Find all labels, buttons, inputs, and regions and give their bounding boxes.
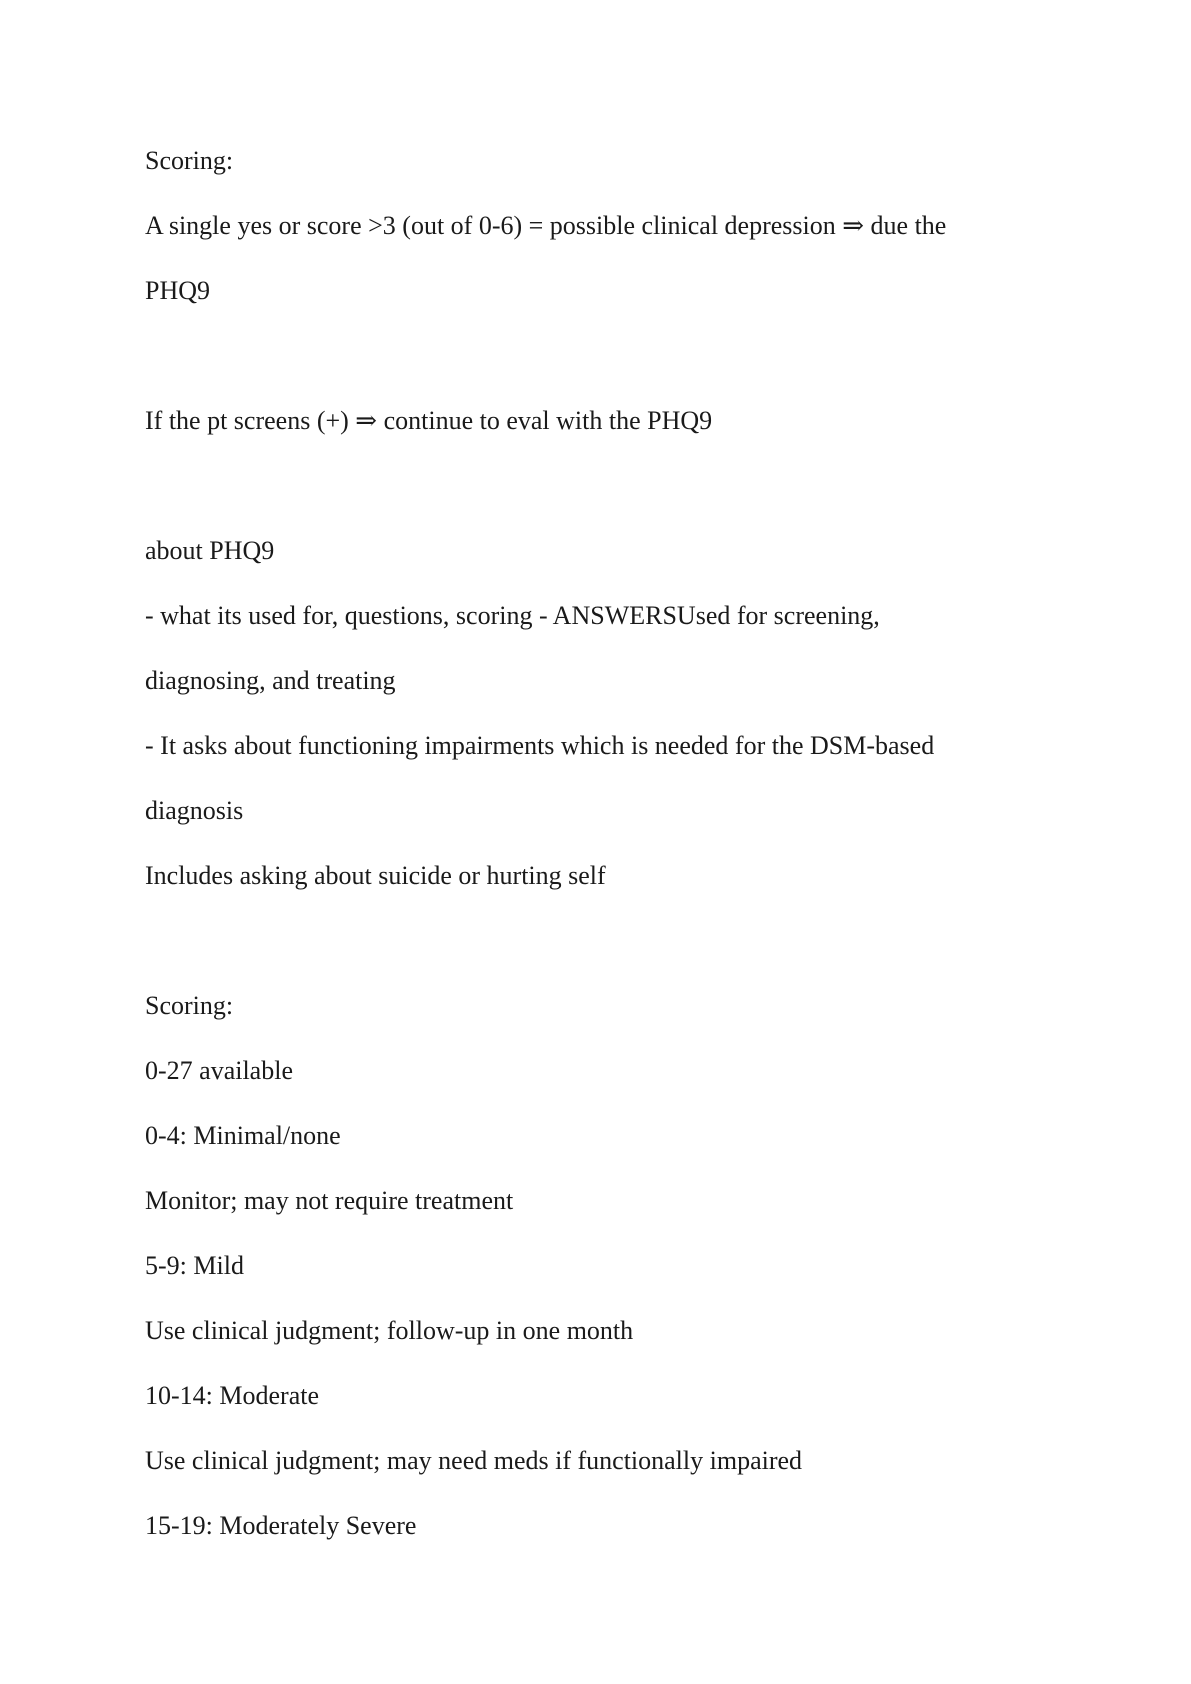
score-guidance-line: Monitor; may not require treatment — [145, 1186, 514, 1215]
paragraph-line: diagnosing, and treating — [145, 666, 396, 695]
section-heading-scoring: Scoring: — [145, 991, 234, 1020]
section-heading-scoring: Scoring: — [145, 146, 234, 175]
score-guidance-line: Use clinical judgment; follow-up in one month — [145, 1316, 634, 1345]
paragraph-line: PHQ9 — [145, 276, 211, 305]
score-range-line: 15-19: Moderately Severe — [145, 1511, 417, 1540]
score-range-line: 5-9: Mild — [145, 1251, 244, 1280]
paragraph-line: - It asks about functioning impairments which is needed for the DSM-based — [145, 731, 935, 760]
score-range-line: 0-4: Minimal/none — [145, 1121, 341, 1150]
paragraph-line: Includes asking about suicide or hurting self — [145, 861, 606, 890]
paragraph-line: If the pt screens (+) ⇒ continue to eval with the PHQ9 — [145, 406, 713, 435]
score-range-line: 10-14: Moderate — [145, 1381, 320, 1410]
paragraph-line: - what its used for, questions, scoring - ANSWERSUsed for screening, — [145, 601, 880, 630]
paragraph-line: diagnosis — [145, 796, 244, 825]
section-heading-about-phq9: about PHQ9 — [145, 536, 275, 565]
paragraph-line: 0-27 available — [145, 1056, 293, 1085]
paragraph-line: A single yes or score >3 (out of 0-6) = possible clinical depression ⇒ due the — [145, 211, 947, 240]
score-guidance-line: Use clinical judgment; may need meds if functionally impaired — [145, 1446, 803, 1475]
